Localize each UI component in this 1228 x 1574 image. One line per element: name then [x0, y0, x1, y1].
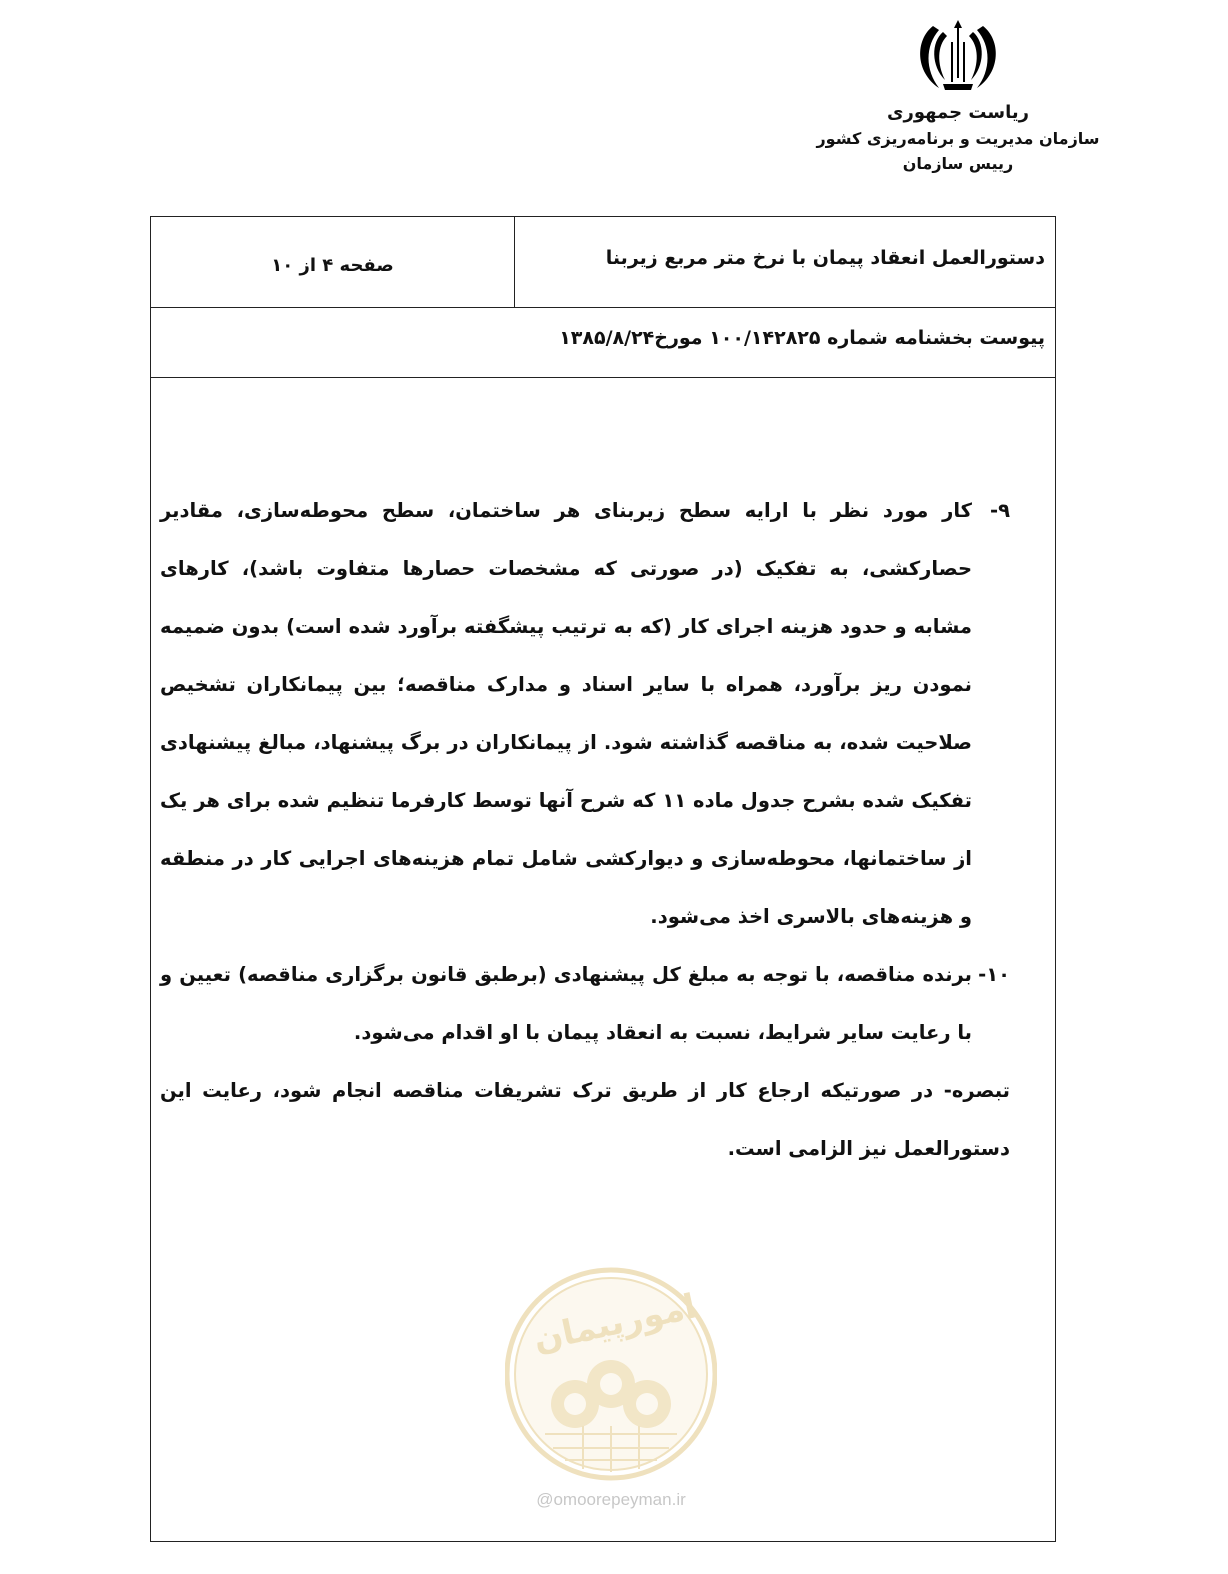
office-title: رییس سازمان [902, 154, 1014, 173]
clause-9-text: کار مورد نظر با ارایه سطح زیربنای هر ساختمان، سطح محوطه‌سازی، مقادیر حصارکشی، به تفکیک (در صورتی که مشخصات حصارها متفاوت باشد)، کارهای مشابه و حدود هزینه اجرای کار (که به ترتیب پیشگفته برآورد شده است) بدون ضمیمه نمودن ریز برآورد، همراه با سایر اسناد و مدارک مناقصه؛ بین پیمانکاران تشخیص صلاحیت شده، به مناقصه گذاشته شود. از پیمانکاران در برگ پیشنهاد، مبالغ پیشنهادی تفکیک شده بشرح جدول ماده ۱۱ که شرح آنها توسط کارفرما تنظیم شده برای هر یک از ساختمانها، محوطه‌سازی و دیوارکشی شامل تمام هزینه‌های اجرایی کار در منطقه و هزینه‌های بالاسری اخذ می‌شود. [160, 499, 972, 928]
clause-10 [160, 946, 1010, 1062]
clause-9 [160, 482, 1010, 946]
clause-10-text: برنده مناقصه، با توجه به مبلغ کل پیشنهادی (برطبق قانون برگزاری مناقصه) تعیین و با رعایت سایر شرایط، نسبت به انعقاد پیمان با او اقدام می‌شود. [160, 963, 972, 1044]
attachment-reference: پیوست بخشنامه شماره ۱۰۰/۱۴۲۸۲۵ مورخ۱۳۸۵/۸/۲۴ [559, 327, 1045, 349]
cell-divider [514, 217, 515, 308]
clause-10-number: ۱۰- [978, 963, 1010, 986]
document-title: دستورالعمل انعقاد پیمان با نرخ متر مربع زیربنا [605, 247, 1045, 269]
note-text: تبصره- در صورتیکه ارجاع کار از طریق ترک تشریفات مناقصه انجام شود، رعایت این دستورالعمل نیز الزامی است. [160, 1079, 1010, 1160]
watermark-logo-text: امورپیمان [529, 1286, 700, 1360]
note-clause [160, 1062, 1010, 1178]
document-body [160, 482, 1010, 1178]
watermark [505, 1264, 717, 1514]
watermark-caption: @omoorepeyman.ir [536, 1490, 686, 1509]
title-row [151, 217, 1055, 308]
attachment-row [151, 308, 1055, 378]
clause-9-number: ۹- [990, 499, 1010, 522]
watermark-logo-icon [505, 1264, 717, 1488]
letterhead [808, 18, 1108, 173]
organization-name: سازمان مدیریت و برنامه‌ریزی کشور [816, 129, 1100, 148]
national-emblem-icon [913, 18, 1003, 100]
page-number: صفحه ۴ از ۱۰ [271, 255, 394, 276]
presidency-label: ریاست جمهوری [887, 102, 1029, 123]
